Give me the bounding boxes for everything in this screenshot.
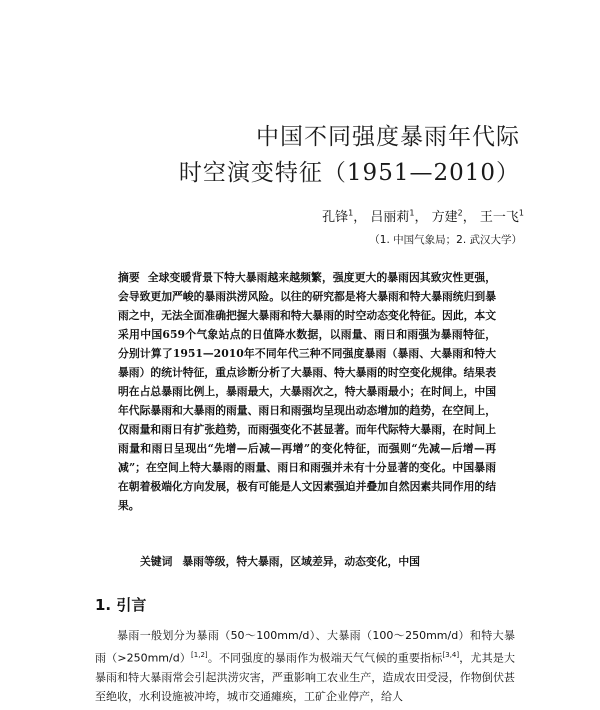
paragraph-text: 。不同强度的暴雨作为极端天气气候的重要指标 (207, 651, 443, 665)
keywords-text: 暴雨等级，特大暴雨，区域差异，动态变化，中国 (182, 555, 420, 568)
paragraph-text: ，尤其是大暴雨和特大暴雨常会引起洪涝灾害，严重影响工农业生产，造成农田受浸，作物倒伏甚至绝收，水利设施被冲垮，城市交通瘫痪，工矿企业停产，给人 (95, 651, 516, 704)
abstract-label: 摘要 (118, 271, 140, 284)
section-body (95, 626, 515, 707)
author-name: 孔锋 (322, 210, 349, 225)
affiliations: （1. 中国气象局；2. 武汉大学） (369, 234, 522, 246)
abstract-text: 全球变暖背景下特大暴雨越来越频繁，强度更大的暴雨因其致灾性更强，会导致更加严峻的暴雨洪涝风险。以往的研究都是将大暴雨和特大暴雨统归到暴雨之中，无法全面准确把握大暴雨和特大暴雨的时空动态变化特征。因此，本文采用中国659个气象站点的日值降水数据，以雨量、雨日和雨强为暴雨特征，分别计算了1951—2010年不同年代三种不同强度暴雨（暴雨、大暴雨和特大暴雨）的统计特征，重点诊断分析了大暴雨、特大暴雨的时空变化规律。结果表明在占总暴雨比例上，暴雨最大，大暴雨次之，特大暴雨最小；在时间上，中国年代际暴雨和大暴雨的雨量、雨日和雨强均呈现出动态增加的趋势，在空间上，仅雨量和雨日有扩张趋势，而雨强变化不甚显著。而年代际特大暴雨，在时间上雨量和雨日呈现出“先增—后减—再增”的变化特征，而强则“先减—后增—再减”；在空间上特大暴雨的雨量、雨日和雨强并未有十分显著的变化。中国暴雨在朝着极端化方向发展，极有可能是人文因素强迫并叠加自然因素共同作用的结果。 (118, 271, 497, 512)
section-heading: 1. 引言 (95, 596, 147, 614)
paper-title-line1: 中国不同强度暴雨年代际 (256, 124, 520, 150)
keywords (140, 554, 420, 569)
paragraph (95, 626, 515, 707)
author-affiliation-mark: 1 (348, 208, 354, 218)
author-name: 王一飞 (479, 210, 519, 225)
paragraph-text: 暴雨一般划分为暴雨（50～100mm/d）、大暴雨（100～250mm/d）和特大暴雨（>250mm/d） (95, 629, 515, 665)
author-name: 方建 (431, 210, 458, 225)
abstract (118, 268, 496, 515)
author-affiliation-mark: 1 (409, 208, 415, 218)
citation: [1,2] (191, 650, 208, 659)
paper-title-line2: 时空演变特征（1951—2010） (178, 160, 520, 186)
keywords-label: 关键词 (140, 555, 173, 568)
author-name: 吕丽莉 (370, 210, 410, 225)
author-affiliation-mark: 2 (457, 208, 463, 218)
citation: [3,4] (442, 650, 460, 659)
author-affiliation-mark: 1 (518, 208, 524, 218)
author-list: 孔锋$^1$， 吕丽莉$^1$， 方建$^2$， 王一飞$^1$ (322, 208, 524, 225)
